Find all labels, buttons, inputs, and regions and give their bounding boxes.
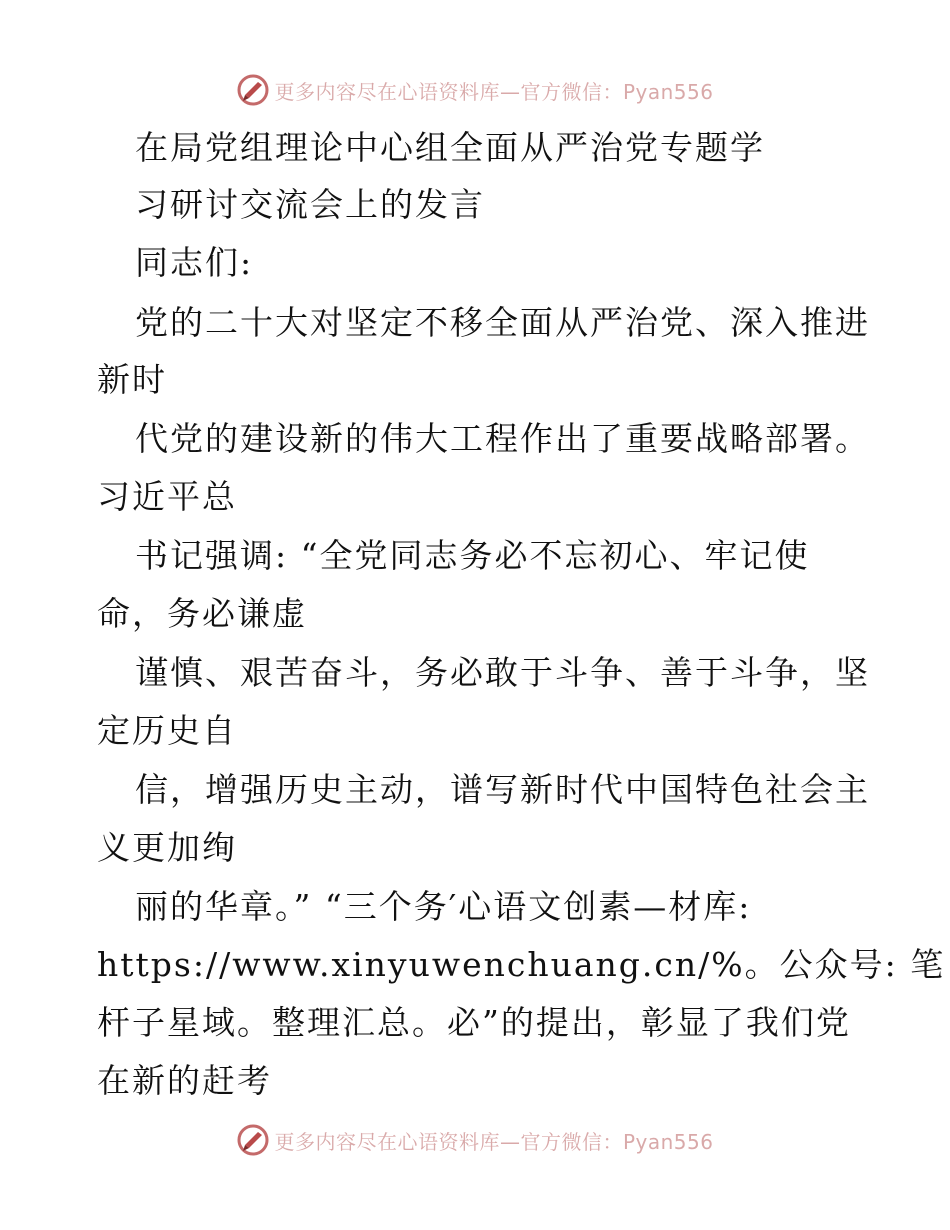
salutation: 同志们: xyxy=(135,243,254,282)
body-line: 在新的赶考 xyxy=(97,1061,272,1100)
body-line: 新时 xyxy=(97,360,167,399)
body-line: 定历史自 xyxy=(97,711,237,750)
pen-logo-icon xyxy=(236,73,270,107)
watermark-text: 更多内容尽在心语资料库—官方微信：Pyan556 xyxy=(274,1129,714,1154)
body-line: 信，增强历史主动，谱写新时代中国特色社会主 xyxy=(135,770,870,809)
title-line-2: 习研讨交流会上的发言 xyxy=(135,185,485,224)
watermark-banner-top xyxy=(0,72,950,108)
body-line-url: https://www.xinyuwenchuang.cn/%。公众号: 笔 xyxy=(97,945,946,984)
body-line: 党的二十大对坚定不移全面从严治党、深入推进 xyxy=(135,303,870,342)
title-line-1: 在局党组理论中心组全面从严治党专题学 xyxy=(135,128,765,167)
watermark-text: 更多内容尽在心语资料库—官方微信：Pyan556 xyxy=(274,79,714,104)
body-line: 习近平总 xyxy=(97,477,237,516)
body-line: 谨慎、艰苦奋斗，务必敢于斗争、善于斗争，坚 xyxy=(135,653,870,692)
pen-logo-icon xyxy=(236,1123,270,1157)
body-line: 杆子星域。整理汇总。必”的提出，彰显了我们党 xyxy=(97,1003,851,1042)
watermark-banner-bottom xyxy=(0,1122,950,1158)
body-line: 命，务必谦虚 xyxy=(97,594,307,633)
body-line: 义更加绚 xyxy=(97,828,237,867)
body-line: 代党的建设新的伟大工程作出了重要战略部署。 xyxy=(135,419,870,458)
body-line: 书记强调: “全党同志务必不忘初心、牢记使 xyxy=(135,536,810,575)
body-line: 丽的华章。” “三个务′心语文创素—材库: xyxy=(135,887,752,926)
